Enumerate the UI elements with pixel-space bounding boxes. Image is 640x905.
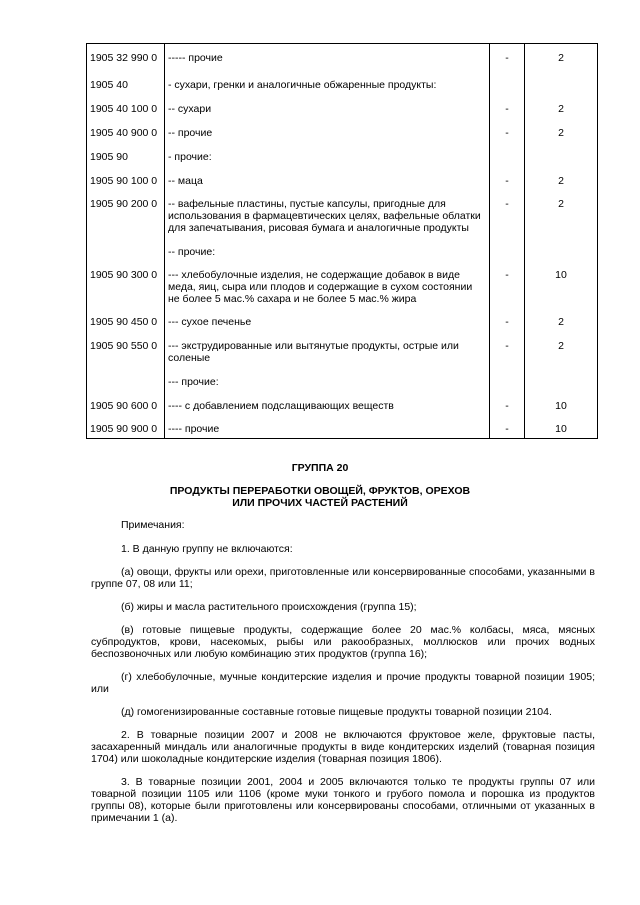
table-row (87, 92, 598, 116)
table-row (87, 140, 598, 164)
duty-cell-1: - (490, 412, 525, 439)
table-row (87, 258, 598, 305)
notes-section (91, 519, 595, 835)
code-cell: 1905 90 550 0 (87, 329, 165, 364)
code-cell: 1905 40 100 0 (87, 92, 165, 116)
description-cell: - сухари, гренки и аналогичные обжаренные продукты: (165, 68, 490, 92)
duty-cell-2: 2 (525, 164, 598, 187)
duty-cell-1: - (490, 92, 525, 116)
code-cell: 1905 40 (87, 68, 165, 92)
duty-cell-2: 10 (525, 388, 598, 412)
group-subtitle (0, 485, 640, 509)
duty-cell-1: - (490, 305, 525, 329)
code-cell: 1905 90 100 0 (87, 164, 165, 187)
description-cell: -- прочие (165, 116, 490, 140)
duty-cell-1: - (490, 187, 525, 234)
duty-cell-2 (525, 364, 598, 388)
table-row (87, 412, 598, 439)
table-row (87, 68, 598, 92)
duty-cell-2 (525, 140, 598, 164)
code-cell: 1905 32 990 0 (87, 44, 165, 68)
duty-cell-2: 2 (525, 44, 598, 68)
duty-cell-1: - (490, 388, 525, 412)
table-row (87, 44, 598, 68)
code-cell (87, 364, 165, 388)
description-cell: --- хлебобулочные изделия, не содержащие добавок в виде меда, яиц, сыра или плодов и содержащие в сухом состоянии не более 5 мас.% сахара и не более 5 мас.% жира (165, 258, 490, 305)
group-subtitle-line-2: ИЛИ ПРОЧИХ ЧАСТЕЙ РАСТЕНИЙ (232, 497, 408, 509)
description-cell: - прочие: (165, 140, 490, 164)
table-row (87, 305, 598, 329)
description-cell: ---- с добавлением подслащивающих веществ (165, 388, 490, 412)
code-cell: 1905 90 (87, 140, 165, 164)
code-cell (87, 234, 165, 258)
duty-cell-2: 2 (525, 305, 598, 329)
description-cell: --- экструдированные или вытянутые продукты, острые или соленые (165, 329, 490, 364)
code-cell: 1905 90 900 0 (87, 412, 165, 439)
note-3: 3. В товарные позиции 2001, 2004 и 2005 включаются только те продукты группы 07 или товарной позиции 1105 или 1106 (кроме муки тонкого и грубого помола и порошка из продуктов группы 08), которые были приготовлены или консервированы способами, отличными от указанных в примечании 1 (а). (91, 776, 595, 824)
table-row (87, 164, 598, 187)
table-row (87, 116, 598, 140)
duty-cell-1 (490, 234, 525, 258)
duty-cell-1 (490, 140, 525, 164)
code-cell: 1905 90 200 0 (87, 187, 165, 234)
description-cell: -- сухари (165, 92, 490, 116)
description-cell: ---- прочие (165, 412, 490, 439)
tariff-table (86, 43, 598, 439)
duty-cell-2: 2 (525, 116, 598, 140)
group-title: ГРУППА 20 (291, 462, 349, 474)
code-cell: 1905 90 600 0 (87, 388, 165, 412)
description-cell: ----- прочие (165, 44, 490, 68)
duty-cell-2: 10 (525, 258, 598, 305)
duty-cell-1 (490, 68, 525, 92)
code-cell: 1905 40 900 0 (87, 116, 165, 140)
note-1: 1. В данную группу не включаются: (121, 543, 293, 555)
description-cell: -- маца (165, 164, 490, 187)
note-1-d: (д) гомогенизированные составные готовые пищевые продукты товарной позиции 2104. (121, 706, 552, 718)
duty-cell-1: - (490, 258, 525, 305)
notes-label: Примечания: (121, 519, 185, 531)
duty-cell-1: - (490, 164, 525, 187)
note-1-b: (б) жиры и масла растительного происхождения (группа 15); (121, 601, 417, 613)
duty-cell-2 (525, 68, 598, 92)
table-row (87, 329, 598, 364)
note-1-a: (а) овощи, фрукты или орехи, приготовленные или консервированные способами, указанными в группе 07, 08 или 11; (91, 566, 595, 590)
duty-cell-2: 2 (525, 329, 598, 364)
group-subtitle-line-1: ПРОДУКТЫ ПЕРЕРАБОТКИ ОВОЩЕЙ, ФРУКТОВ, ОРЕХОВ (169, 485, 471, 497)
table-row (87, 234, 598, 258)
duty-cell-2: 10 (525, 412, 598, 439)
duty-cell-2: 2 (525, 92, 598, 116)
duty-cell-1 (490, 364, 525, 388)
table-row (87, 187, 598, 234)
description-cell: -- прочие: (165, 234, 490, 258)
duty-cell-2 (525, 234, 598, 258)
description-cell: -- вафельные пластины, пустые капсулы, пригодные для использования в фармацевтических целях, вафельные облатки для запечатывания, рисовая бумага и аналогичные продукты (165, 187, 490, 234)
description-cell: --- сухое печенье (165, 305, 490, 329)
duty-cell-1: - (490, 329, 525, 364)
table-row (87, 388, 598, 412)
description-cell: --- прочие: (165, 364, 490, 388)
code-cell: 1905 90 300 0 (87, 258, 165, 305)
note-2: 2. В товарные позиции 2007 и 2008 не включаются фруктовое желе, фруктовые пасты, засахаренный миндаль или аналогичные продукты в виде кондитерских изделий (товарная позиция 1704) или шоколадные кондитерские изделия (товарная позиция 1806). (91, 729, 595, 765)
duty-cell-1: - (490, 44, 525, 68)
duty-cell-1: - (490, 116, 525, 140)
duty-cell-2: 2 (525, 187, 598, 234)
note-1-c: (в) готовые пищевые продукты, содержащие более 20 мас.% колбасы, мяса, мясных субпродуктов, крови, насекомых, рыбы или ракообразных, моллюсков или прочих водных беспозвоночных или любую комбинацию этих продуктов (группа 16); (91, 624, 595, 660)
table-row (87, 364, 598, 388)
code-cell: 1905 90 450 0 (87, 305, 165, 329)
note-1-g: (г) хлебобулочные, мучные кондитерские изделия и прочие продукты товарной позиции 1905; или (91, 671, 595, 695)
